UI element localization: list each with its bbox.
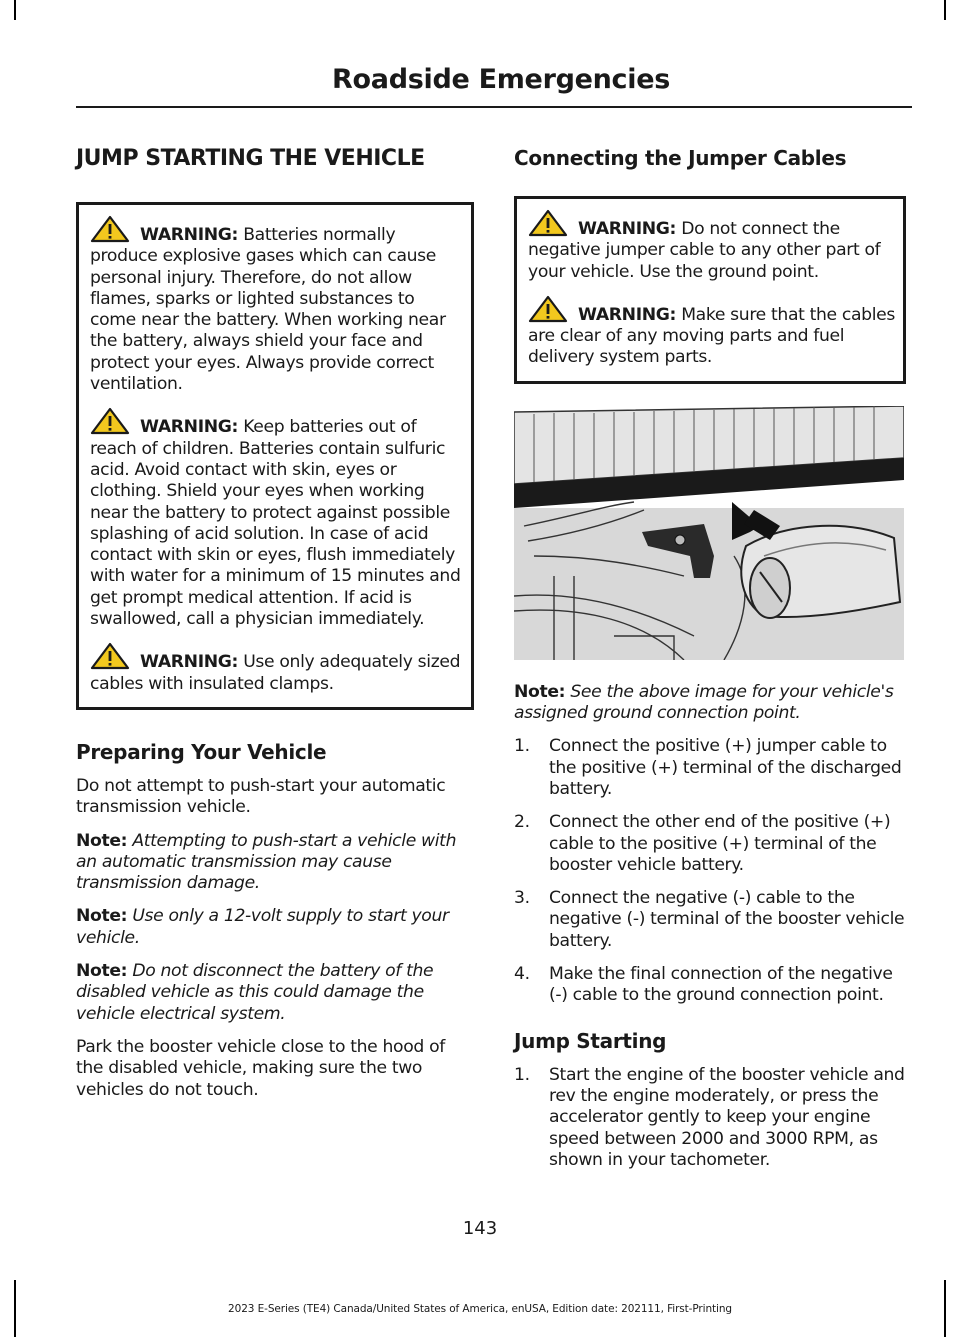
warning-triangle-icon bbox=[528, 209, 568, 237]
warning-triangle-icon bbox=[528, 295, 568, 323]
warning-triangle-icon bbox=[90, 642, 130, 670]
page-number: 143 bbox=[462, 1218, 498, 1239]
step-number: 3. bbox=[514, 888, 530, 909]
connect-steps-list bbox=[514, 736, 906, 1006]
warning-paragraph bbox=[528, 295, 895, 369]
warning-text: Do not connect the negative jumper cable to any other part of your vehicle. Use the ground point. bbox=[528, 219, 881, 282]
warning-label: WARNING: bbox=[578, 219, 677, 239]
warning-paragraph bbox=[90, 642, 463, 695]
warning-triangle-icon bbox=[90, 407, 130, 435]
list-item bbox=[514, 812, 906, 876]
warning-triangle-icon bbox=[90, 215, 130, 243]
step-number: 1. bbox=[514, 736, 530, 757]
warning-label: WARNING: bbox=[140, 417, 239, 438]
warning-paragraph bbox=[90, 407, 463, 630]
list-item bbox=[514, 964, 906, 1007]
preparing-intro: Do not attempt to push-start your automatic transmission vehicle. bbox=[76, 775, 446, 818]
warning-label: WARNING: bbox=[140, 652, 239, 673]
engine-bay-illustration bbox=[514, 406, 904, 660]
note-label: Note: bbox=[514, 681, 566, 702]
left-column bbox=[76, 146, 474, 1113]
crop-mark bbox=[14, 0, 16, 20]
footer-edition: 2023 E-Series (TE4) Canada/United States of America, enUSA, Edition date: 202111, First-Printing bbox=[228, 1303, 732, 1315]
jump-steps-list bbox=[514, 1065, 906, 1171]
step-text: Make the final connection of the negative (-) cable to the ground connection point. bbox=[549, 964, 893, 1006]
note-text: Attempting to push-start a vehicle with an automatic transmission may cause transmission damage. bbox=[76, 830, 457, 894]
crop-mark bbox=[944, 0, 946, 20]
warning-text: Make sure that the cables are clear of any moving parts and fuel delivery system parts. bbox=[528, 304, 895, 368]
right-column bbox=[514, 146, 906, 1183]
park-paragraph: Park the booster vehicle close to the hood of the disabled vehicle, making sure the two vehicles do not touch. bbox=[76, 1036, 445, 1100]
step-number: 4. bbox=[514, 964, 530, 985]
list-item bbox=[514, 736, 906, 800]
jump-starting-title: Jump Starting bbox=[514, 1028, 667, 1053]
step-text: Connect the negative (-) cable to the negative (-) terminal of the booster vehicle battery. bbox=[549, 888, 905, 951]
note-text: Use only a 12-volt supply to start your vehicle. bbox=[76, 906, 449, 948]
warning-label: WARNING: bbox=[578, 304, 677, 325]
note-label: Note: bbox=[76, 830, 128, 851]
warning-box bbox=[514, 196, 906, 384]
step-text: Start the engine of the booster vehicle and rev the engine moderately, or press the accelerator gently to keep your engine speed between 2000 and 3000 RPM, as shown in your tachometer. bbox=[549, 1064, 905, 1170]
warning-label: WARNING: bbox=[140, 225, 239, 245]
note-text: See the above image for your vehicle's assigned ground connection point. bbox=[514, 681, 894, 724]
note-paragraph bbox=[76, 831, 474, 895]
step-text: Connect the positive (+) jumper cable to the positive (+) terminal of the discharged battery. bbox=[549, 736, 902, 799]
warning-box bbox=[76, 202, 474, 710]
note-label: Note: bbox=[76, 906, 128, 927]
list-item bbox=[514, 888, 906, 952]
note-paragraph bbox=[76, 961, 474, 1025]
step-number: 2. bbox=[514, 812, 530, 833]
step-number: 1. bbox=[514, 1064, 530, 1085]
section-title: JUMP STARTING THE VEHICLE bbox=[76, 146, 425, 171]
warning-paragraph bbox=[90, 215, 463, 395]
list-item bbox=[514, 1065, 906, 1171]
note-label: Note: bbox=[76, 961, 128, 982]
warning-paragraph bbox=[528, 209, 895, 283]
preparing-title: Preparing Your Vehicle bbox=[76, 739, 327, 764]
note-paragraph bbox=[76, 906, 474, 949]
note-text: Do not disconnect the battery of the disabled vehicle as this could damage the vehicle electrical system. bbox=[76, 961, 434, 1024]
warning-text: Use only adequately sized cables with insulated clamps. bbox=[90, 652, 461, 694]
connecting-title: Connecting the Jumper Cables bbox=[514, 146, 847, 170]
warning-text: Batteries normally produce explosive gases which can cause personal injury. Therefore, do not allow flames, sparks or lighted substances to come near the battery. When working near the battery, always shield your face and protect your eyes. Always provide correct ventilation. bbox=[90, 225, 446, 395]
step-text: Connect the other end of the positive (+) cable to the positive (+) terminal of the booster vehicle battery. bbox=[549, 812, 891, 875]
warning-text: Keep batteries out of reach of children. Batteries contain sulfuric acid. Avoid contact with skin, eyes or clothing. Shield your eyes when working near the battery to protect against possible splashing of acid solution. In case of acid contact with skin or eyes, flush immediately with water for a minimum of 15 minutes and get prompt medical attention. If acid is swallowed, call a physician immediately. bbox=[90, 417, 461, 630]
header-divider bbox=[76, 106, 912, 108]
page-header-title: Roadside Emergencies bbox=[332, 64, 670, 95]
note-paragraph bbox=[514, 682, 906, 725]
